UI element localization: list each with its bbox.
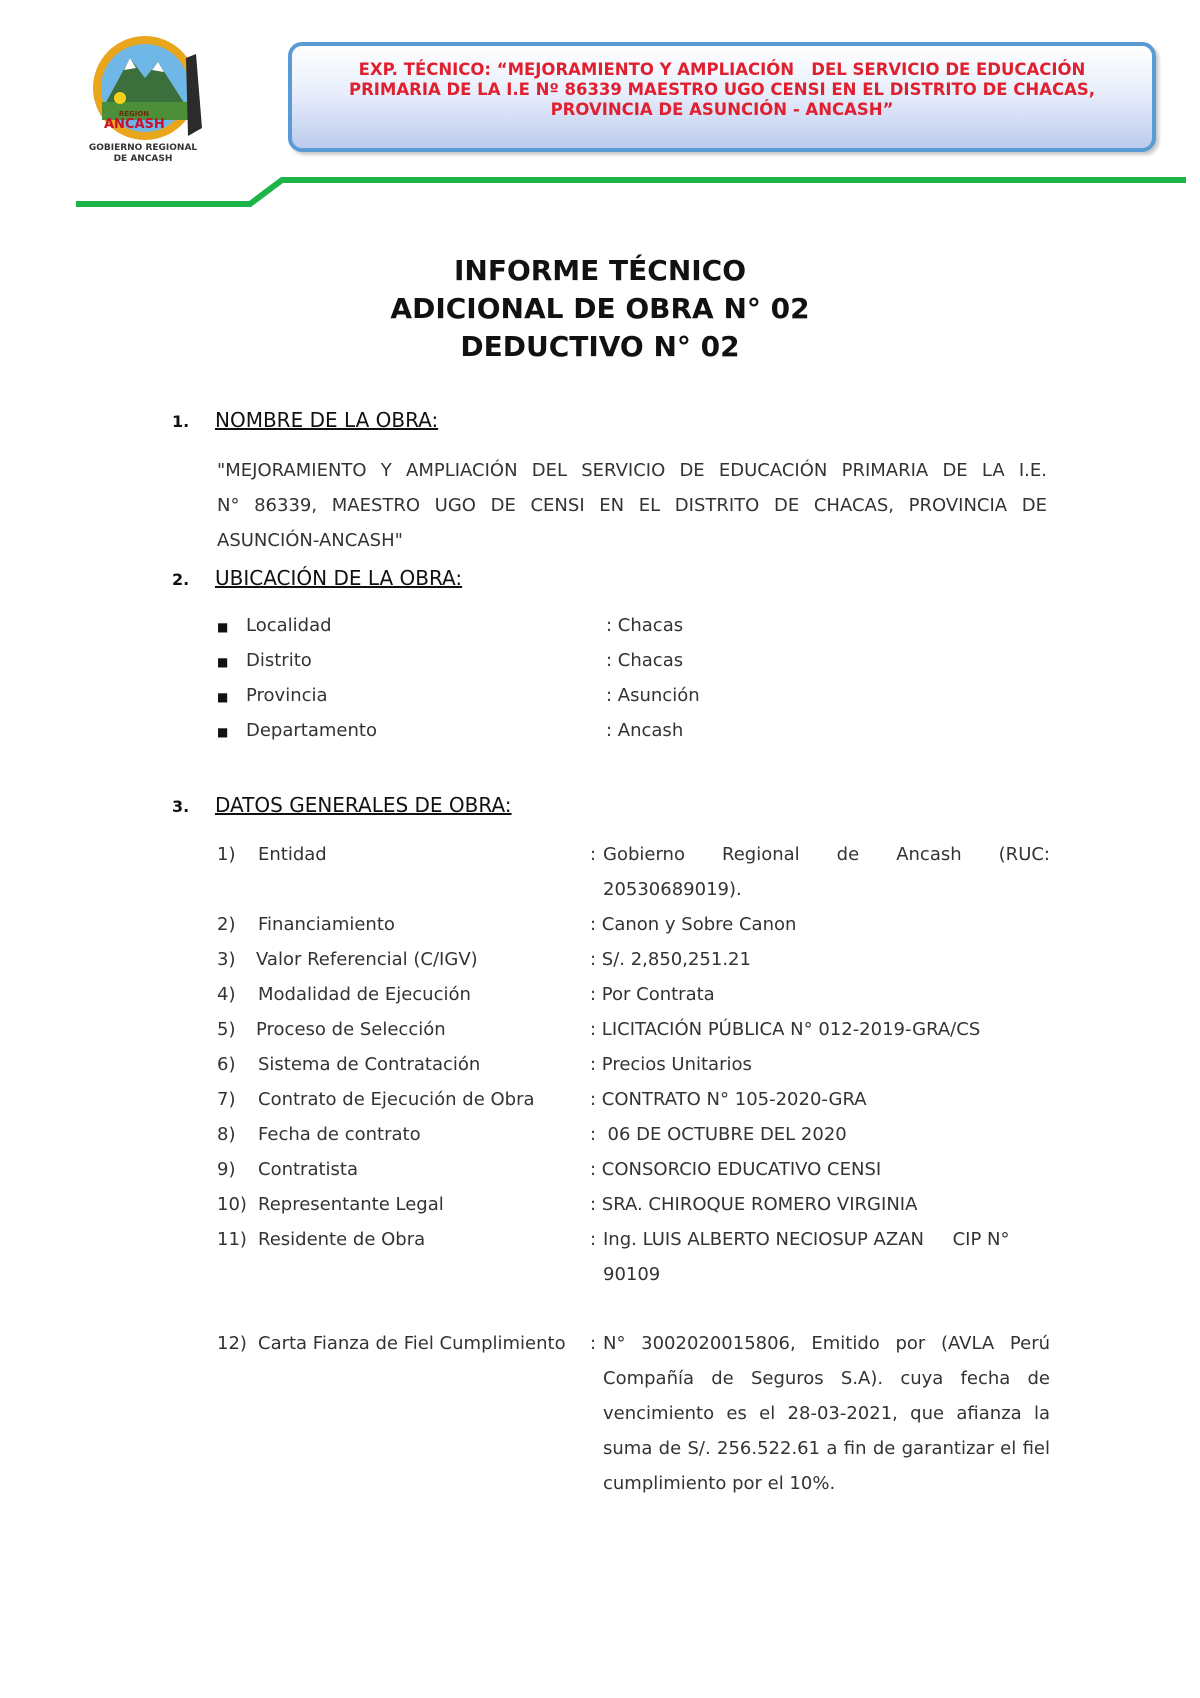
logo-ancash-text: ANCASH: [104, 117, 165, 132]
location-value: : Ancash: [606, 720, 684, 741]
item-number: 1): [217, 844, 236, 865]
location-value: : Chacas: [606, 650, 684, 671]
logo-caption: [78, 143, 208, 165]
project-name-line-2: N° 86339, MAESTRO UGO DE CENSI EN EL DISTRITO DE CHACAS, PROVINCIA DE: [217, 495, 1047, 516]
item-value: : Precios Unitarios: [590, 1054, 752, 1075]
bullet-icon: ■: [217, 690, 229, 704]
item-value: : LICITACIÓN PÚBLICA N° 012-2019-GRA/CS: [590, 1019, 981, 1040]
item-value: : Por Contrata: [590, 984, 715, 1005]
item-colon: :: [590, 844, 597, 865]
item-number: 11): [217, 1229, 247, 1250]
project-name-line-3: ASUNCIÓN-ANCASH": [217, 530, 403, 551]
item-label: Modalidad de Ejecución: [258, 984, 471, 1005]
item-value: : 06 DE OCTUBRE DEL 2020: [590, 1124, 847, 1145]
item-label: Contrato de Ejecución de Obra: [258, 1089, 535, 1110]
banner-line-1: EXP. TÉCNICO: “MEJORAMIENTO Y AMPLIACIÓN DEL SERVICIO DE EDUCACIÓN: [358, 60, 1086, 79]
banner-line-3: PROVINCIA DE ASUNCIÓN - ANCASH”: [550, 100, 894, 119]
header-divider-line: [76, 174, 1190, 210]
item-label: Fecha de contrato: [258, 1124, 421, 1145]
item-number: 8): [217, 1124, 236, 1145]
section-number: 3.: [172, 797, 190, 816]
item-number: 10): [217, 1194, 247, 1215]
bullet-icon: ■: [217, 655, 229, 669]
item-number: 9): [217, 1159, 236, 1180]
item-number: 5): [217, 1019, 236, 1040]
item-value: : Canon y Sobre Canon: [590, 914, 797, 935]
item-number: 2): [217, 914, 236, 935]
logo-region-text: REGION: [118, 110, 150, 118]
item-number: 4): [217, 984, 236, 1005]
item-value: : SRA. CHIROQUE ROMERO VIRGINIA: [590, 1194, 918, 1215]
section-number: 2.: [172, 570, 190, 589]
item-value: [603, 1222, 1050, 1292]
item-value-line-1: Gobierno Regional de Ancash (RUC:: [603, 844, 1050, 865]
item-value: : CONSORCIO EDUCATIVO CENSI: [590, 1159, 882, 1180]
logo-caption-line2: DE ANCASH: [113, 154, 173, 164]
item-label: Valor Referencial (C/IGV): [256, 949, 478, 970]
item-value: N° 3002020015806, Emitido por (AVLA Perú Compañía de Seguros S.A). cuya fecha de vencimiento es el 28-03-2021, que afianza la suma de S/. 256.522.61 a fin de garantizar el fiel cumplimiento por el 10%.: [603, 1333, 1050, 1494]
section-number: 1.: [172, 412, 190, 431]
title-line-2: ADICIONAL DE OBRA N° 02: [390, 292, 810, 325]
location-label: Localidad: [246, 615, 332, 636]
item-colon: :: [590, 1333, 597, 1354]
item-label: Contratista: [258, 1159, 359, 1180]
item-value: : CONTRATO N° 105-2020-GRA: [590, 1089, 867, 1110]
bullet-icon: ■: [217, 725, 229, 739]
location-value: : Chacas: [606, 615, 684, 636]
item-label: Sistema de Contratación: [258, 1054, 481, 1075]
item-value-line-2: 20530689019).: [603, 879, 742, 900]
item-label: Proceso de Selección: [256, 1019, 446, 1040]
title-line-3: DEDUCTIVO N° 02: [460, 330, 740, 363]
location-label: Distrito: [246, 650, 312, 671]
location-label: Departamento: [246, 720, 377, 741]
item-value-line-2: 90109: [603, 1264, 661, 1285]
item-colon: :: [590, 1229, 597, 1250]
section-title: UBICACIÓN DE LA OBRA:: [215, 566, 463, 590]
item-number: 7): [217, 1089, 236, 1110]
item-number: 12): [217, 1333, 247, 1354]
item-number: 3): [217, 949, 236, 970]
item-number: 6): [217, 1054, 236, 1075]
location-label: Provincia: [246, 685, 328, 706]
item-value-line-1: Ing. LUIS ALBERTO NECIOSUP AZAN CIP N°: [603, 1229, 1010, 1250]
item-value: : S/. 2,850,251.21: [590, 949, 751, 970]
project-banner: [288, 42, 1156, 152]
item-label: Entidad: [258, 844, 327, 865]
banner-line-2: PRIMARIA DE LA I.E Nº 86339 MAESTRO UGO CENSI EN EL DISTRITO DE CHACAS,: [348, 80, 1096, 99]
logo-caption-line1: GOBIERNO REGIONAL: [88, 143, 198, 153]
item-label: Carta Fianza de Fiel Cumplimiento: [258, 1333, 566, 1354]
location-value: : Asunción: [606, 685, 700, 706]
section-title: DATOS GENERALES DE OBRA:: [215, 793, 512, 817]
item-label: Residente de Obra: [258, 1229, 426, 1250]
project-name-line-1: "MEJORAMIENTO Y AMPLIACIÓN DEL SERVICIO DE EDUCACIÓN PRIMARIA DE LA I.E.: [217, 460, 1047, 481]
title-line-1: INFORME TÉCNICO: [453, 254, 747, 287]
item-value: [603, 837, 1050, 907]
item-label: Financiamiento: [258, 914, 395, 935]
section-title: NOMBRE DE LA OBRA:: [215, 408, 439, 432]
bullet-icon: ■: [217, 620, 229, 634]
item-label: Representante Legal: [258, 1194, 444, 1215]
project-name-text: [217, 453, 1047, 558]
